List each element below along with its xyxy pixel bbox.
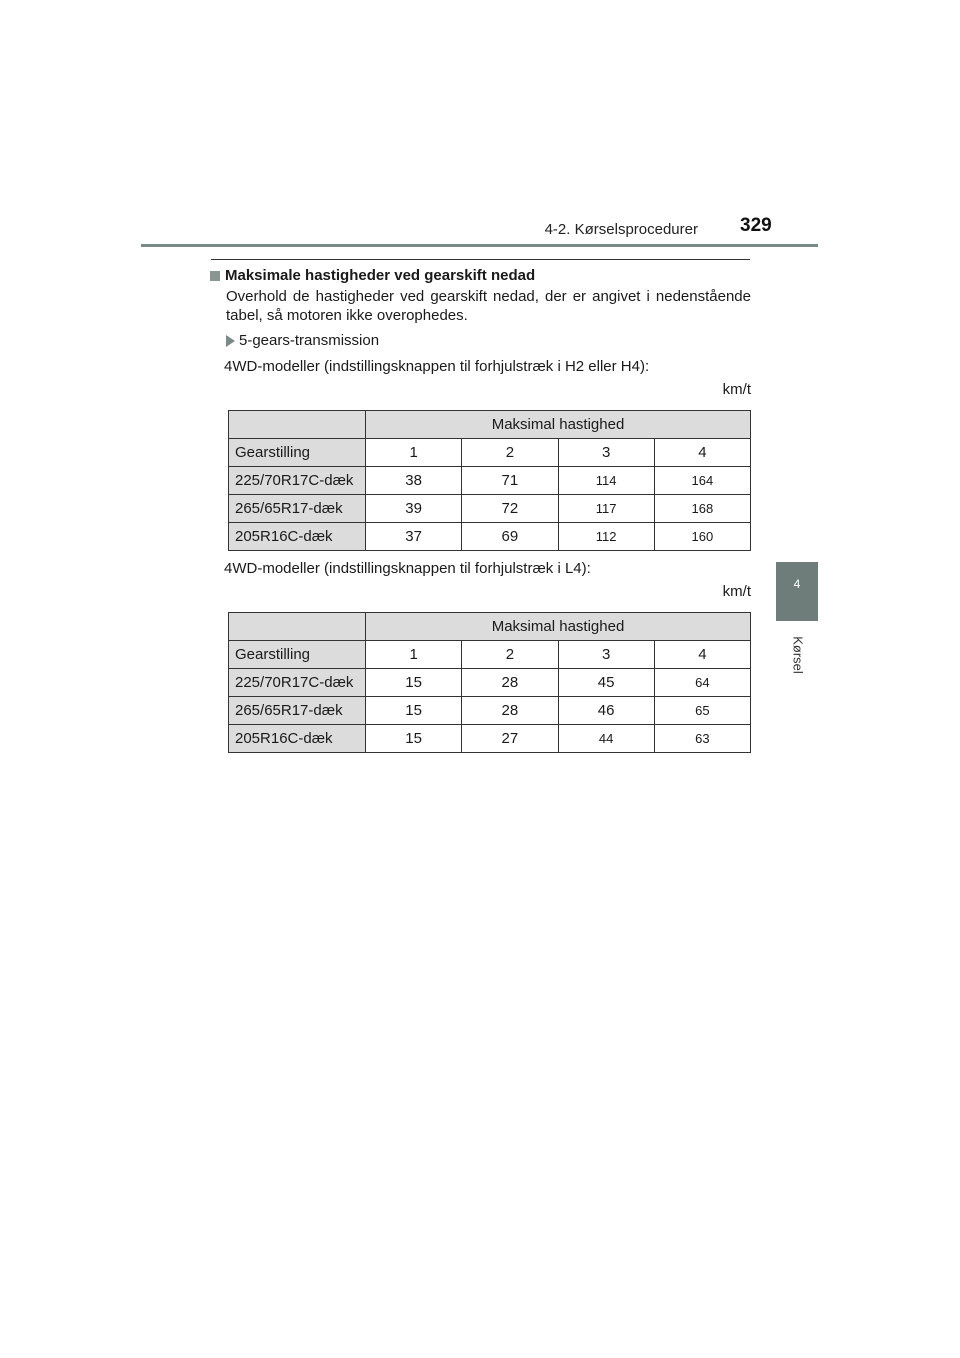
chapter-tab[interactable]: 4 (776, 562, 818, 621)
gear-row (229, 439, 751, 467)
table-header-row (229, 613, 751, 641)
speed-table-l4 (228, 612, 751, 753)
main-content (210, 259, 751, 753)
gear-cell: 3 (558, 439, 654, 467)
table2-unit: km/t (722, 583, 751, 600)
speed-cell: 63 (654, 725, 750, 753)
gear-cell: 2 (462, 641, 558, 669)
speed-table-h2-h4 (228, 410, 751, 551)
table-corner-cell (229, 613, 366, 641)
speed-cell: 28 (462, 669, 558, 697)
speed-cell: 168 (654, 495, 750, 523)
table-row (229, 669, 751, 697)
tire-label-cell: 225/70R17C-dæk (229, 669, 366, 697)
speed-cell: 27 (462, 725, 558, 753)
speed-cell: 46 (558, 697, 654, 725)
table-row (229, 697, 751, 725)
section-paragraph: Overhold de hastigheder ved gearskift nedad, der er angivet i nedenstående tabel, så motoren ikke overophedes. (226, 288, 751, 324)
transmission-bullet-text: 5-gears-transmission (239, 332, 380, 349)
chapter-label (770, 637, 826, 677)
row-header-cell: Gearstilling (229, 641, 366, 669)
tire-label-cell: 265/65R17-dæk (229, 697, 366, 725)
gear-cell: 4 (654, 439, 750, 467)
table1-caption: 4WD-modeller (indstillingsknappen til forhjulstræk i H2 eller H4): (224, 358, 650, 375)
speed-cell: 15 (366, 669, 462, 697)
speed-cell: 39 (366, 495, 462, 523)
speed-cell: 65 (654, 697, 750, 725)
table-row (229, 523, 751, 551)
page-header (0, 0, 960, 250)
speed-cell: 44 (558, 725, 654, 753)
gear-row (229, 641, 751, 669)
chapter-label-text: Kørsel (790, 636, 806, 674)
speed-cell: 37 (366, 523, 462, 551)
speed-cell: 15 (366, 725, 462, 753)
speed-cell: 117 (558, 495, 654, 523)
tire-label-cell: 225/70R17C-dæk (229, 467, 366, 495)
speed-cell: 160 (654, 523, 750, 551)
tire-label-cell: 205R16C-dæk (229, 725, 366, 753)
speed-cell: 45 (558, 669, 654, 697)
speed-cell: 15 (366, 697, 462, 725)
speed-cell: 64 (654, 669, 750, 697)
transmission-bullet (226, 332, 751, 349)
speed-cell: 164 (654, 467, 750, 495)
speed-cell: 71 (462, 467, 558, 495)
speed-cell: 114 (558, 467, 654, 495)
table-header-row (229, 411, 751, 439)
speed-cell: 28 (462, 697, 558, 725)
table-row (229, 725, 751, 753)
table2-caption: 4WD-modeller (indstillingsknappen til forhjulstræk i L4): (224, 560, 591, 577)
page-number: 329 (740, 215, 772, 236)
table1-unit: km/t (722, 381, 751, 398)
gear-cell: 2 (462, 439, 558, 467)
table-row (229, 467, 751, 495)
square-bullet-icon (210, 271, 220, 281)
section-heading (210, 267, 751, 284)
gear-cell: 3 (558, 641, 654, 669)
triangle-bullet-icon (226, 335, 235, 347)
speed-cell: 112 (558, 523, 654, 551)
gear-cell: 1 (366, 641, 462, 669)
gear-cell: 1 (366, 439, 462, 467)
section-divider (211, 259, 750, 260)
speed-cell: 72 (462, 495, 558, 523)
tire-label-cell: 205R16C-dæk (229, 523, 366, 551)
section-title: 4-2. Kørselsprocedurer (544, 221, 698, 238)
speed-cell: 69 (462, 523, 558, 551)
tire-label-cell: 265/65R17-dæk (229, 495, 366, 523)
speed-cell: 38 (366, 467, 462, 495)
table-corner-cell (229, 411, 366, 439)
section-heading-text: Maksimale hastigheder ved gearskift nedad (225, 267, 536, 284)
gear-cell: 4 (654, 641, 750, 669)
table-row (229, 495, 751, 523)
row-header-cell: Gearstilling (229, 439, 366, 467)
group-header-cell: Maksimal hastighed (366, 613, 751, 641)
group-header-cell: Maksimal hastighed (366, 411, 751, 439)
header-divider (141, 244, 818, 247)
